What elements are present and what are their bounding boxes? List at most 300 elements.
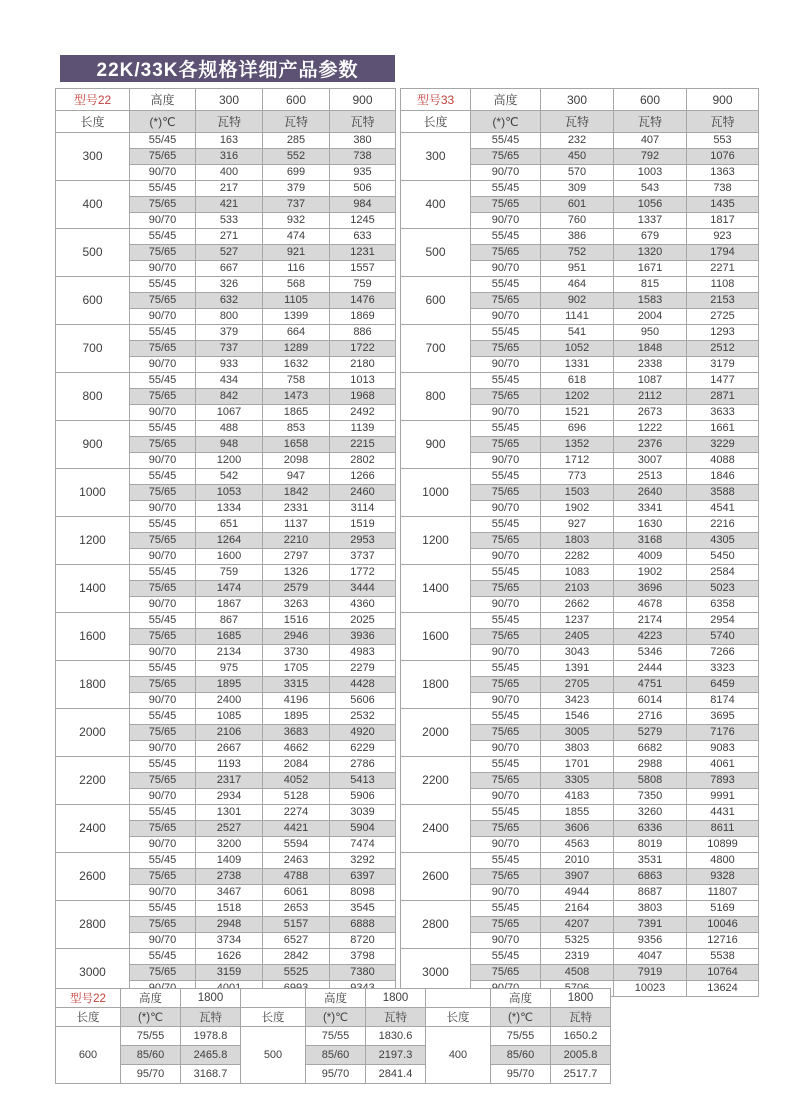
length-header-label: 长度 bbox=[56, 111, 130, 133]
data-row bbox=[401, 229, 759, 245]
height-header-label: 高度 bbox=[121, 989, 181, 1008]
watt-value-cell: 2842 bbox=[263, 949, 330, 965]
watt-value-cell: 4751 bbox=[614, 677, 687, 693]
watt-value-cell: 271 bbox=[196, 229, 263, 245]
watt-value-cell: 737 bbox=[196, 341, 263, 357]
height-header-label: 高度 bbox=[130, 89, 196, 111]
watt-value-cell: 6229 bbox=[330, 741, 396, 757]
watt-value-cell: 232 bbox=[541, 133, 614, 149]
watt-value-cell: 1293 bbox=[687, 325, 759, 341]
watt-value-cell: 309 bbox=[541, 181, 614, 197]
watt-value-cell: 552 bbox=[263, 149, 330, 165]
watt-value-cell: 10764 bbox=[687, 965, 759, 981]
watt-value-cell: 527 bbox=[196, 245, 263, 261]
data-row bbox=[56, 661, 396, 677]
length-cell: 1200 bbox=[401, 517, 471, 565]
length-cell: 2800 bbox=[56, 901, 130, 949]
model22-height1800-table bbox=[55, 988, 611, 1084]
header-row-units bbox=[401, 111, 759, 133]
temp-cell: 75/65 bbox=[471, 629, 541, 645]
temp-cell: 75/65 bbox=[130, 389, 196, 405]
watt-value-cell: 5346 bbox=[614, 645, 687, 661]
temp-cell: 55/45 bbox=[130, 133, 196, 149]
watt-value-cell: 3633 bbox=[687, 405, 759, 421]
watt-value-cell: 2463 bbox=[263, 853, 330, 869]
watt-value-cell: 2331 bbox=[263, 501, 330, 517]
watt-unit-label: 瓦特 bbox=[687, 111, 759, 133]
bottom-header-row-model bbox=[56, 989, 611, 1008]
watt-value-cell: 3260 bbox=[614, 805, 687, 821]
watt-value-cell: 2180 bbox=[330, 357, 396, 373]
watt-value-cell: 1193 bbox=[196, 757, 263, 773]
temp-cell: 55/45 bbox=[130, 325, 196, 341]
model33-parameter-table bbox=[400, 88, 759, 997]
temp-cell: 90/70 bbox=[130, 453, 196, 469]
watt-value-cell: 4360 bbox=[330, 597, 396, 613]
watt-value-cell: 2153 bbox=[687, 293, 759, 309]
watt-value-cell: 3005 bbox=[541, 725, 614, 741]
watt-value-cell: 379 bbox=[196, 325, 263, 341]
temp-cell: 55/45 bbox=[471, 949, 541, 965]
watt-value-cell: 553 bbox=[687, 133, 759, 149]
watt-value-cell: 7350 bbox=[614, 789, 687, 805]
model-label: 型号33 bbox=[401, 89, 471, 111]
watt-value-cell: 1902 bbox=[541, 501, 614, 517]
watt-value-cell: 3803 bbox=[614, 901, 687, 917]
watt-value-cell: 667 bbox=[196, 261, 263, 277]
temp-cell: 75/65 bbox=[471, 485, 541, 501]
height-header-label: 高度 bbox=[471, 89, 541, 111]
temp-unit-label: (*)℃ bbox=[491, 1008, 551, 1027]
temp-cell: 75/65 bbox=[471, 149, 541, 165]
watt-value-cell: 2512 bbox=[687, 341, 759, 357]
watt-value-cell: 3798 bbox=[330, 949, 396, 965]
watt-value-cell: 902 bbox=[541, 293, 614, 309]
watt-value-cell: 5606 bbox=[330, 693, 396, 709]
data-row bbox=[56, 613, 396, 629]
data-row bbox=[56, 277, 396, 293]
length-cell: 1600 bbox=[401, 613, 471, 661]
watt-value-cell: 984 bbox=[330, 197, 396, 213]
length-cell: 3000 bbox=[401, 949, 471, 997]
temp-cell: 55/45 bbox=[471, 613, 541, 629]
watt-value-cell: 1200 bbox=[196, 453, 263, 469]
watt-value-cell: 3179 bbox=[687, 357, 759, 373]
bottom-data-row bbox=[56, 1065, 611, 1084]
watt-value-cell: 2988 bbox=[614, 757, 687, 773]
watt-value-cell: 5594 bbox=[263, 837, 330, 853]
watt-value-cell: 4920 bbox=[330, 725, 396, 741]
watt-value-cell: 950 bbox=[614, 325, 687, 341]
data-row bbox=[401, 853, 759, 869]
watt-value-cell: 10046 bbox=[687, 917, 759, 933]
watt-value-cell: 1473 bbox=[263, 389, 330, 405]
temp-cell: 55/45 bbox=[471, 325, 541, 341]
temp-cell: 55/45 bbox=[130, 661, 196, 677]
height-column-300: 300 bbox=[541, 89, 614, 111]
watt-value-cell: 651 bbox=[196, 517, 263, 533]
length-cell: 700 bbox=[56, 325, 130, 373]
watt-value-cell: 1722 bbox=[330, 341, 396, 357]
watt-value-cell: 2400 bbox=[196, 693, 263, 709]
temp-cell: 55/45 bbox=[471, 853, 541, 869]
watt-value-cell: 1557 bbox=[330, 261, 396, 277]
watt-value-cell: 6682 bbox=[614, 741, 687, 757]
watt-value-cell: 3730 bbox=[263, 645, 330, 661]
watt-value-cell: 2653 bbox=[263, 901, 330, 917]
temp-cell: 90/70 bbox=[130, 837, 196, 853]
watt-value-cell: 6863 bbox=[614, 869, 687, 885]
length-cell: 2200 bbox=[56, 757, 130, 805]
temp-cell: 90/70 bbox=[471, 693, 541, 709]
watt-value-cell: 4508 bbox=[541, 965, 614, 981]
watt-value-cell: 1266 bbox=[330, 469, 396, 485]
watt-value-cell: 1978.8 bbox=[181, 1027, 241, 1046]
length-cell: 1600 bbox=[56, 613, 130, 661]
temp-cell: 90/70 bbox=[130, 885, 196, 901]
length-cell: 500 bbox=[401, 229, 471, 277]
data-row bbox=[56, 805, 396, 821]
length-cell: 1000 bbox=[56, 469, 130, 517]
temp-cell: 95/70 bbox=[121, 1065, 181, 1084]
watt-value-cell: 1661 bbox=[687, 421, 759, 437]
data-row bbox=[401, 709, 759, 725]
watt-value-cell: 316 bbox=[196, 149, 263, 165]
watt-value-cell: 815 bbox=[614, 277, 687, 293]
data-row bbox=[56, 229, 396, 245]
watt-value-cell: 947 bbox=[263, 469, 330, 485]
watt-value-cell: 5325 bbox=[541, 933, 614, 949]
watt-value-cell: 737 bbox=[263, 197, 330, 213]
watt-value-cell: 601 bbox=[541, 197, 614, 213]
watt-value-cell: 1222 bbox=[614, 421, 687, 437]
watt-value-cell: 1237 bbox=[541, 613, 614, 629]
data-row bbox=[401, 757, 759, 773]
watt-value-cell: 2317 bbox=[196, 773, 263, 789]
watt-value-cell: 1474 bbox=[196, 581, 263, 597]
watt-value-cell: 1013 bbox=[330, 373, 396, 389]
watt-value-cell: 3229 bbox=[687, 437, 759, 453]
temp-cell: 90/70 bbox=[471, 261, 541, 277]
watt-value-cell: 1869 bbox=[330, 309, 396, 325]
watt-value-cell: 4009 bbox=[614, 549, 687, 565]
length-cell: 300 bbox=[56, 133, 130, 181]
watt-value-cell: 2579 bbox=[263, 581, 330, 597]
length-cell: 2400 bbox=[401, 805, 471, 853]
watt-value-cell: 3305 bbox=[541, 773, 614, 789]
watt-value-cell: 2673 bbox=[614, 405, 687, 421]
temp-cell: 55/45 bbox=[130, 277, 196, 293]
temp-cell: 90/70 bbox=[130, 405, 196, 421]
watt-value-cell: 3606 bbox=[541, 821, 614, 837]
watt-value-cell: 379 bbox=[263, 181, 330, 197]
length-header-label: 长度 bbox=[426, 1008, 491, 1027]
watt-value-cell: 842 bbox=[196, 389, 263, 405]
watt-value-cell: 3423 bbox=[541, 693, 614, 709]
length-cell: 2600 bbox=[56, 853, 130, 901]
watt-value-cell: 2338 bbox=[614, 357, 687, 373]
temp-cell: 90/70 bbox=[130, 549, 196, 565]
watt-value-cell: 12716 bbox=[687, 933, 759, 949]
watt-value-cell: 2282 bbox=[541, 549, 614, 565]
watt-value-cell: 3588 bbox=[687, 485, 759, 501]
watt-value-cell: 13624 bbox=[687, 981, 759, 997]
watt-value-cell: 10023 bbox=[614, 981, 687, 997]
watt-value-cell: 1701 bbox=[541, 757, 614, 773]
temp-cell: 75/65 bbox=[130, 725, 196, 741]
watt-value-cell: 4052 bbox=[263, 773, 330, 789]
bottom-header-row-units bbox=[56, 1008, 611, 1027]
model-label: 型号22 bbox=[56, 89, 130, 111]
height-column-600: 600 bbox=[263, 89, 330, 111]
watt-value-cell: 1650.2 bbox=[551, 1027, 611, 1046]
length-cell: 1200 bbox=[56, 517, 130, 565]
length-cell: 2200 bbox=[401, 757, 471, 805]
watt-value-cell: 11807 bbox=[687, 885, 759, 901]
watt-unit-label: 瓦特 bbox=[366, 1008, 426, 1027]
watt-value-cell: 3200 bbox=[196, 837, 263, 853]
watt-value-cell: 3737 bbox=[330, 549, 396, 565]
watt-value-cell: 2025 bbox=[330, 613, 396, 629]
watt-value-cell: 1830.6 bbox=[366, 1027, 426, 1046]
temp-unit-label: (*)℃ bbox=[306, 1008, 366, 1027]
watt-value-cell: 380 bbox=[330, 133, 396, 149]
watt-value-cell: 1794 bbox=[687, 245, 759, 261]
data-row bbox=[401, 373, 759, 389]
length-cell: 600 bbox=[56, 277, 130, 325]
bottom-model-label bbox=[426, 989, 491, 1008]
watt-value-cell: 1108 bbox=[687, 277, 759, 293]
temp-cell: 55/45 bbox=[471, 421, 541, 437]
watt-value-cell: 285 bbox=[263, 133, 330, 149]
watt-value-cell: 2405 bbox=[541, 629, 614, 645]
height-column-1800: 1800 bbox=[551, 989, 611, 1008]
watt-value-cell: 2797 bbox=[263, 549, 330, 565]
watt-value-cell: 5538 bbox=[687, 949, 759, 965]
watt-value-cell: 3683 bbox=[263, 725, 330, 741]
temp-cell: 75/65 bbox=[471, 581, 541, 597]
watt-value-cell: 2786 bbox=[330, 757, 396, 773]
watt-value-cell: 1231 bbox=[330, 245, 396, 261]
watt-value-cell: 3695 bbox=[687, 709, 759, 725]
watt-value-cell: 1902 bbox=[614, 565, 687, 581]
watt-value-cell: 2640 bbox=[614, 485, 687, 501]
watt-value-cell: 542 bbox=[196, 469, 263, 485]
watt-value-cell: 5904 bbox=[330, 821, 396, 837]
temp-cell: 75/65 bbox=[130, 965, 196, 981]
temp-cell: 75/65 bbox=[130, 629, 196, 645]
watt-value-cell: 886 bbox=[330, 325, 396, 341]
watt-value-cell: 6459 bbox=[687, 677, 759, 693]
data-row bbox=[401, 805, 759, 821]
watt-value-cell: 1600 bbox=[196, 549, 263, 565]
watt-value-cell: 4088 bbox=[687, 453, 759, 469]
temp-cell: 90/70 bbox=[130, 741, 196, 757]
watt-value-cell: 1671 bbox=[614, 261, 687, 277]
temp-cell: 90/70 bbox=[130, 789, 196, 805]
watt-value-cell: 3168.7 bbox=[181, 1065, 241, 1084]
watt-value-cell: 2513 bbox=[614, 469, 687, 485]
data-row bbox=[401, 901, 759, 917]
watt-value-cell: 1476 bbox=[330, 293, 396, 309]
height-column-1800: 1800 bbox=[181, 989, 241, 1008]
watt-value-cell: 1391 bbox=[541, 661, 614, 677]
temp-cell: 75/65 bbox=[130, 677, 196, 693]
temp-cell: 55/45 bbox=[471, 757, 541, 773]
length-cell: 1800 bbox=[401, 661, 471, 709]
watt-value-cell: 1546 bbox=[541, 709, 614, 725]
watt-value-cell: 3545 bbox=[330, 901, 396, 917]
watt-value-cell: 1264 bbox=[196, 533, 263, 549]
watt-value-cell: 2716 bbox=[614, 709, 687, 725]
watt-value-cell: 853 bbox=[263, 421, 330, 437]
temp-cell: 75/65 bbox=[130, 917, 196, 933]
temp-cell: 95/70 bbox=[491, 1065, 551, 1084]
temp-cell: 55/45 bbox=[471, 901, 541, 917]
watt-value-cell: 8720 bbox=[330, 933, 396, 949]
watt-value-cell: 792 bbox=[614, 149, 687, 165]
data-row bbox=[401, 949, 759, 965]
watt-value-cell: 4047 bbox=[614, 949, 687, 965]
temp-cell: 90/70 bbox=[130, 261, 196, 277]
watt-value-cell: 3907 bbox=[541, 869, 614, 885]
temp-cell: 55/45 bbox=[471, 133, 541, 149]
watt-value-cell: 5906 bbox=[330, 789, 396, 805]
watt-value-cell: 1301 bbox=[196, 805, 263, 821]
length-cell: 900 bbox=[56, 421, 130, 469]
watt-value-cell: 679 bbox=[614, 229, 687, 245]
watt-value-cell: 2164 bbox=[541, 901, 614, 917]
watt-value-cell: 1202 bbox=[541, 389, 614, 405]
watt-value-cell: 1137 bbox=[263, 517, 330, 533]
temp-cell: 75/65 bbox=[471, 821, 541, 837]
watt-value-cell: 421 bbox=[196, 197, 263, 213]
temp-cell: 55/45 bbox=[130, 181, 196, 197]
watt-value-cell: 759 bbox=[196, 565, 263, 581]
length-header-label: 长度 bbox=[241, 1008, 306, 1027]
watt-value-cell: 632 bbox=[196, 293, 263, 309]
watt-value-cell: 6397 bbox=[330, 869, 396, 885]
watt-value-cell: 3043 bbox=[541, 645, 614, 661]
watt-value-cell: 4662 bbox=[263, 741, 330, 757]
data-row bbox=[401, 133, 759, 149]
watt-value-cell: 3315 bbox=[263, 677, 330, 693]
watt-value-cell: 633 bbox=[330, 229, 396, 245]
watt-value-cell: 1867 bbox=[196, 597, 263, 613]
watt-value-cell: 464 bbox=[541, 277, 614, 293]
watt-value-cell: 2954 bbox=[687, 613, 759, 629]
watt-value-cell: 6527 bbox=[263, 933, 330, 949]
watt-unit-label: 瓦特 bbox=[196, 111, 263, 133]
watt-value-cell: 1409 bbox=[196, 853, 263, 869]
watt-value-cell: 1320 bbox=[614, 245, 687, 261]
temp-cell: 75/55 bbox=[306, 1027, 366, 1046]
temp-cell: 90/70 bbox=[130, 501, 196, 517]
temp-cell: 55/45 bbox=[471, 373, 541, 389]
watt-value-cell: 1352 bbox=[541, 437, 614, 453]
watt-value-cell: 2948 bbox=[196, 917, 263, 933]
temp-cell: 90/70 bbox=[130, 309, 196, 325]
watt-value-cell: 4983 bbox=[330, 645, 396, 661]
watt-value-cell: 2841.4 bbox=[366, 1065, 426, 1084]
watt-value-cell: 5808 bbox=[614, 773, 687, 789]
height-column-900: 900 bbox=[687, 89, 759, 111]
watt-value-cell: 1519 bbox=[330, 517, 396, 533]
data-row bbox=[56, 517, 396, 533]
watt-value-cell: 1363 bbox=[687, 165, 759, 181]
length-header-label: 长度 bbox=[56, 1008, 121, 1027]
temp-cell: 55/45 bbox=[130, 565, 196, 581]
watt-value-cell: 1846 bbox=[687, 469, 759, 485]
temp-cell: 55/45 bbox=[130, 757, 196, 773]
data-row bbox=[56, 373, 396, 389]
watt-value-cell: 2271 bbox=[687, 261, 759, 277]
watt-value-cell: 927 bbox=[541, 517, 614, 533]
watt-value-cell: 1289 bbox=[263, 341, 330, 357]
temp-cell: 55/45 bbox=[471, 565, 541, 581]
watt-value-cell: 1685 bbox=[196, 629, 263, 645]
watt-value-cell: 3936 bbox=[330, 629, 396, 645]
watt-value-cell: 2084 bbox=[263, 757, 330, 773]
watt-value-cell: 2946 bbox=[263, 629, 330, 645]
watt-value-cell: 5450 bbox=[687, 549, 759, 565]
watt-value-cell: 4944 bbox=[541, 885, 614, 901]
temp-cell: 75/65 bbox=[471, 773, 541, 789]
length-cell: 800 bbox=[56, 373, 130, 421]
watt-value-cell: 2492 bbox=[330, 405, 396, 421]
height-header-label: 高度 bbox=[491, 989, 551, 1008]
watt-value-cell: 4061 bbox=[687, 757, 759, 773]
temp-cell: 75/65 bbox=[130, 341, 196, 357]
watt-value-cell: 4788 bbox=[263, 869, 330, 885]
watt-value-cell: 3159 bbox=[196, 965, 263, 981]
length-cell: 2000 bbox=[401, 709, 471, 757]
temp-cell: 90/70 bbox=[130, 357, 196, 373]
temp-cell: 90/70 bbox=[471, 309, 541, 325]
temp-cell: 75/65 bbox=[471, 437, 541, 453]
watt-value-cell: 2725 bbox=[687, 309, 759, 325]
watt-unit-label: 瓦特 bbox=[263, 111, 330, 133]
temp-cell: 90/70 bbox=[471, 213, 541, 229]
watt-value-cell: 533 bbox=[196, 213, 263, 229]
length-cell: 2400 bbox=[56, 805, 130, 853]
data-row bbox=[56, 565, 396, 581]
watt-value-cell: 4183 bbox=[541, 789, 614, 805]
watt-value-cell: 2527 bbox=[196, 821, 263, 837]
temp-cell: 75/65 bbox=[130, 437, 196, 453]
temp-cell: 75/65 bbox=[130, 149, 196, 165]
watt-value-cell: 6888 bbox=[330, 917, 396, 933]
temp-cell: 75/65 bbox=[130, 533, 196, 549]
watt-value-cell: 326 bbox=[196, 277, 263, 293]
temp-unit-label: (*)℃ bbox=[121, 1008, 181, 1027]
temp-cell: 75/65 bbox=[130, 773, 196, 789]
watt-value-cell: 5023 bbox=[687, 581, 759, 597]
watt-value-cell: 1521 bbox=[541, 405, 614, 421]
temp-cell: 85/60 bbox=[306, 1046, 366, 1065]
watt-unit-label: 瓦特 bbox=[541, 111, 614, 133]
watt-value-cell: 488 bbox=[196, 421, 263, 437]
watt-value-cell: 3007 bbox=[614, 453, 687, 469]
watt-value-cell: 1855 bbox=[541, 805, 614, 821]
watt-value-cell: 3341 bbox=[614, 501, 687, 517]
watt-value-cell: 8174 bbox=[687, 693, 759, 709]
temp-cell: 75/65 bbox=[471, 725, 541, 741]
watt-value-cell: 6336 bbox=[614, 821, 687, 837]
temp-cell: 55/45 bbox=[130, 805, 196, 821]
watt-value-cell: 1003 bbox=[614, 165, 687, 181]
watt-value-cell: 1583 bbox=[614, 293, 687, 309]
